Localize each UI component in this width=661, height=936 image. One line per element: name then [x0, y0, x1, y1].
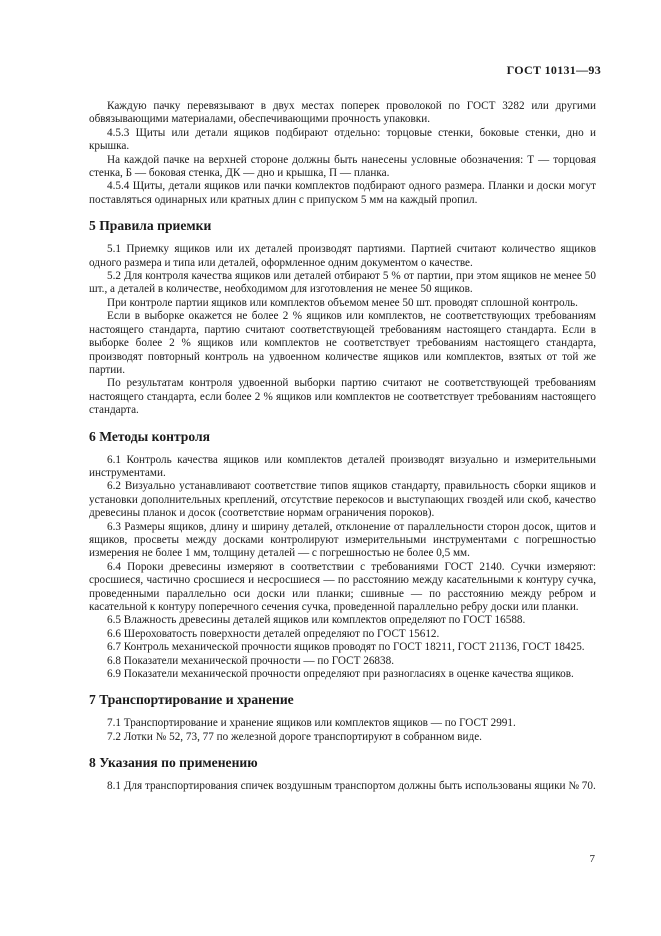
- paragraph: 7.1 Транспортирование и хранение ящиков или комплектов ящиков — по ГОСТ 2991.: [107, 717, 516, 730]
- paragraph: На каждой пачке на верхней стороне должны быть нанесены условные обозначения: Т — торцовая стенка, Б — боковая стенка, ДК — дно и крышка, П — планка.: [89, 153, 596, 180]
- paragraph: При контроле партии ящиков или комплектов объемом менее 50 шт. проводят сплошной контроль.: [107, 296, 578, 309]
- section-8-heading: 8 Указания по применению: [89, 755, 258, 771]
- paragraph: Каждую пачку перевязывают в двух местах поперек проволокой по ГОСТ 3282 или другими обвязывающими материалами, обеспечивающими прочность упаковки.: [89, 100, 596, 126]
- paragraph: По результатам контроля удвоенной выборки партию считают не соответствующей требованиям настоящего стандарта, если более 2 % ящиков или комплектов не соответствует требованиям настоящего стандарта.: [89, 377, 596, 417]
- paragraph: Если в выборке окажется не более 2 % ящиков или комплектов, не соответствующих требованиям настоящего стандарта, партию считают соответствующей требованиям настоящего стандарта. Если в выборке более 2 % ящиков или комплектов не соответствует требованиям настоящего стандарта, производят повторный контроль на удвоенном количестве ящиков или комплектов, взятых от той же партии.: [89, 310, 596, 376]
- paragraph: 6.4 Пороки древесины измеряют в соответствии с требованиями ГОСТ 2140. Сучки измеряют: сросшиеся, частично сросшиеся и несросшиеся — по расстоянию между касательными к контуру сучка, проведенными параллельно оси доски или планки; сшивные — по расстоянию между ребром и касательной к контуру поперечного сечения сучка, проведенной параллельно ребру доски или планки.: [89, 560, 596, 613]
- page-body: [89, 100, 596, 794]
- paragraph: 4.5.3 Щиты или детали ящиков подбирают отдельно: торцовые стенки, боковые стенки, дно и крышка.: [89, 126, 596, 153]
- paragraph: 6.3 Размеры ящиков, длину и ширину деталей, отклонение от параллельности сторон досок, щитов и ящиков, просветы между досками контролируют измерительными инструментами с погрешностью измерения не более 1 мм, толщину деталей — с погрешностью не более 0,5 мм.: [89, 520, 596, 560]
- paragraph: 5.1 Приемку ящиков или их деталей производят партиями. Партией считают количество ящиков одного размера и типа или деталей, оформленное одним документом о качестве.: [89, 243, 596, 269]
- section-7-heading: 7 Транспортирование и хранение: [89, 692, 294, 708]
- paragraph: 6.6 Шероховатость поверхности деталей определяют по ГОСТ 15612.: [107, 627, 440, 640]
- paragraph: 6.7 Контроль механической прочности ящиков проводят по ГОСТ 18211, ГОСТ 21136, ГОСТ 18425.: [107, 641, 585, 654]
- section-6-heading: 6 Методы контроля: [89, 428, 210, 444]
- paragraph: 8.1 Для транспортирования спичек воздушным транспортом должны быть использованы ящики № 70.: [107, 780, 596, 793]
- paragraph: 6.1 Контроль качества ящиков или комплектов деталей производят визуально и измерительными инструментами.: [89, 453, 596, 479]
- paragraph: 7.2 Лотки № 52, 73, 77 по железной дороге транспортируют в собранном виде.: [107, 730, 482, 743]
- paragraph: 6.5 Влажность древесины деталей ящиков или комплектов определяют по ГОСТ 16588.: [107, 614, 526, 627]
- standard-header: ГОСТ 10131—93: [506, 63, 601, 77]
- paragraph: 5.2 Для контроля качества ящиков или деталей отбирают 5 % от партии, при этом ящиков не менее 50 шт., а деталей в количестве, необходимом для изготовления не менее 50 ящиков.: [89, 270, 596, 296]
- paragraph: 4.5.4 Щиты, детали ящиков или пачки комплектов подбирают одного размера. Планки и доски могут поставляться одинарных или кратных длин с припуском 5 мм на каждый пропил.: [89, 180, 596, 206]
- page-number: 7: [589, 853, 595, 865]
- paragraph: 6.8 Показатели механической прочности — по ГОСТ 26838.: [107, 654, 395, 667]
- paragraph: 6.9 Показатели механической прочности определяют при разногласиях в оценке качества ящиков.: [107, 668, 574, 681]
- section-5-heading: 5 Правила приемки: [89, 218, 212, 234]
- paragraph: 6.2 Визуально устанавливают соответствие типов ящиков стандарту, правильность сборки ящиков и установки дополнительных креплений, отсутствие перекосов и выступающих гвоздей или скоб, качество древесины планок и досок (соответствие нормам ограничения пороков).: [89, 480, 596, 520]
